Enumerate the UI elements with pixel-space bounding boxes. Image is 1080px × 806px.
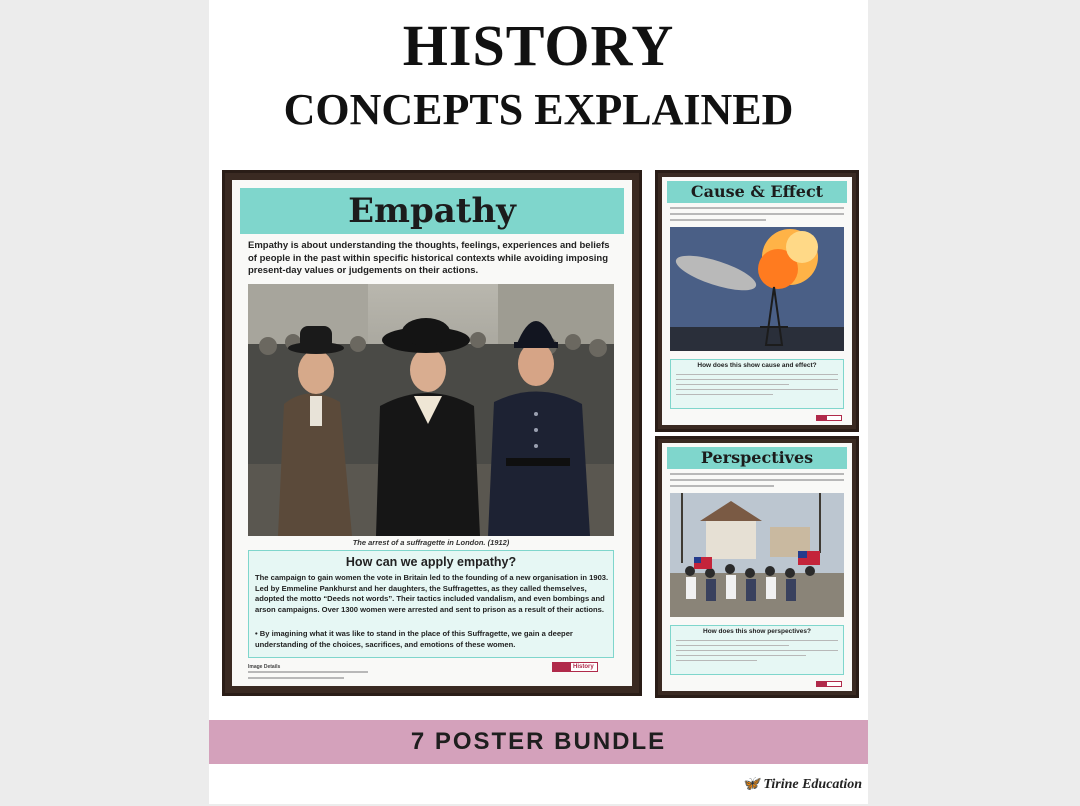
suffragette-photo xyxy=(248,284,614,536)
cause-question: How does this show cause and effect? xyxy=(697,362,817,369)
perspectives-poster xyxy=(662,443,852,691)
perspectives-poster-frame xyxy=(655,436,859,698)
empathy-title: Empathy xyxy=(348,191,516,231)
brand-signature xyxy=(742,776,862,793)
perspectives-title: Perspectives xyxy=(700,448,814,467)
cause-intro-lines xyxy=(670,207,844,225)
perspectives-body-lines xyxy=(676,640,838,661)
perspectives-question-box xyxy=(670,625,844,675)
empathy-body: The campaign to gain women the vote in Britain led to the founding of a new organisation in 1903. Led by Emmeline Pankhurst and her daughters, the Suffragettes, as they called themselves, adopted the motto “Deeds not words”. Their tactics included vandalism, and even bombings and arson campaigns. Over 1300 women were arrested and sent to prison as a result of their actions. xyxy=(255,573,609,614)
suffragette-arrest-image xyxy=(248,284,614,536)
empathy-caption: The arrest of a suffragette in London. (1912) xyxy=(352,538,510,547)
history-logo-text: History xyxy=(573,664,594,670)
brand-name: Tirine Education xyxy=(763,777,862,792)
empathy-question: How can we apply empathy? xyxy=(345,555,517,569)
perspectives-intro-lines xyxy=(670,473,844,491)
empathy-question-box xyxy=(248,550,614,658)
cause-poster xyxy=(662,177,852,425)
bundle-banner xyxy=(209,720,868,764)
history-logo-badge xyxy=(553,663,571,671)
cause-history-logo xyxy=(816,415,842,421)
image-details-label: Image Details xyxy=(248,664,281,670)
empathy-banner xyxy=(240,188,624,234)
history-logo xyxy=(552,662,598,672)
cause-poster-frame xyxy=(655,170,859,432)
empathy-bullet-text: By imagining what it was like to stand in the place of this Suffragette, we gain a deeper understanding of the choices, sacrifices, and emotions of these women. xyxy=(255,629,573,649)
empathy-bullet xyxy=(255,629,609,650)
perspectives-banner xyxy=(667,447,847,469)
butterfly-icon: 🦋 xyxy=(742,777,760,792)
perspectives-question: How does this show perspectives? xyxy=(703,628,811,635)
page-subtitle: CONCEPTS EXPLAINED xyxy=(283,85,794,134)
cause-body-lines xyxy=(676,374,838,395)
bullet-icon: • xyxy=(255,629,260,638)
perspectives-logo-badge xyxy=(817,682,827,686)
page-title: HISTORY xyxy=(402,13,675,78)
cause-question-box xyxy=(670,359,844,409)
civil-rights-march-image xyxy=(670,493,844,617)
empathy-intro: Empathy is about understanding the thoughts, feelings, experiences and beliefs of people in the past within specific historical contexts while avoiding imposing present-day values or judgements on their actions. xyxy=(248,240,610,276)
page xyxy=(209,0,868,804)
perspectives-history-logo xyxy=(816,681,842,687)
selma-march-photo xyxy=(670,493,844,617)
cause-banner xyxy=(667,181,847,203)
hindenburg-image xyxy=(670,227,844,351)
bundle-label: 7 POSTER BUNDLE xyxy=(410,728,667,755)
empathy-poster-frame xyxy=(222,170,642,696)
image-details-lines xyxy=(248,671,368,683)
cause-title: Cause & Effect xyxy=(690,182,824,201)
cause-logo-badge xyxy=(817,416,827,420)
empathy-poster xyxy=(232,180,632,686)
hindenburg-photo xyxy=(670,227,844,351)
